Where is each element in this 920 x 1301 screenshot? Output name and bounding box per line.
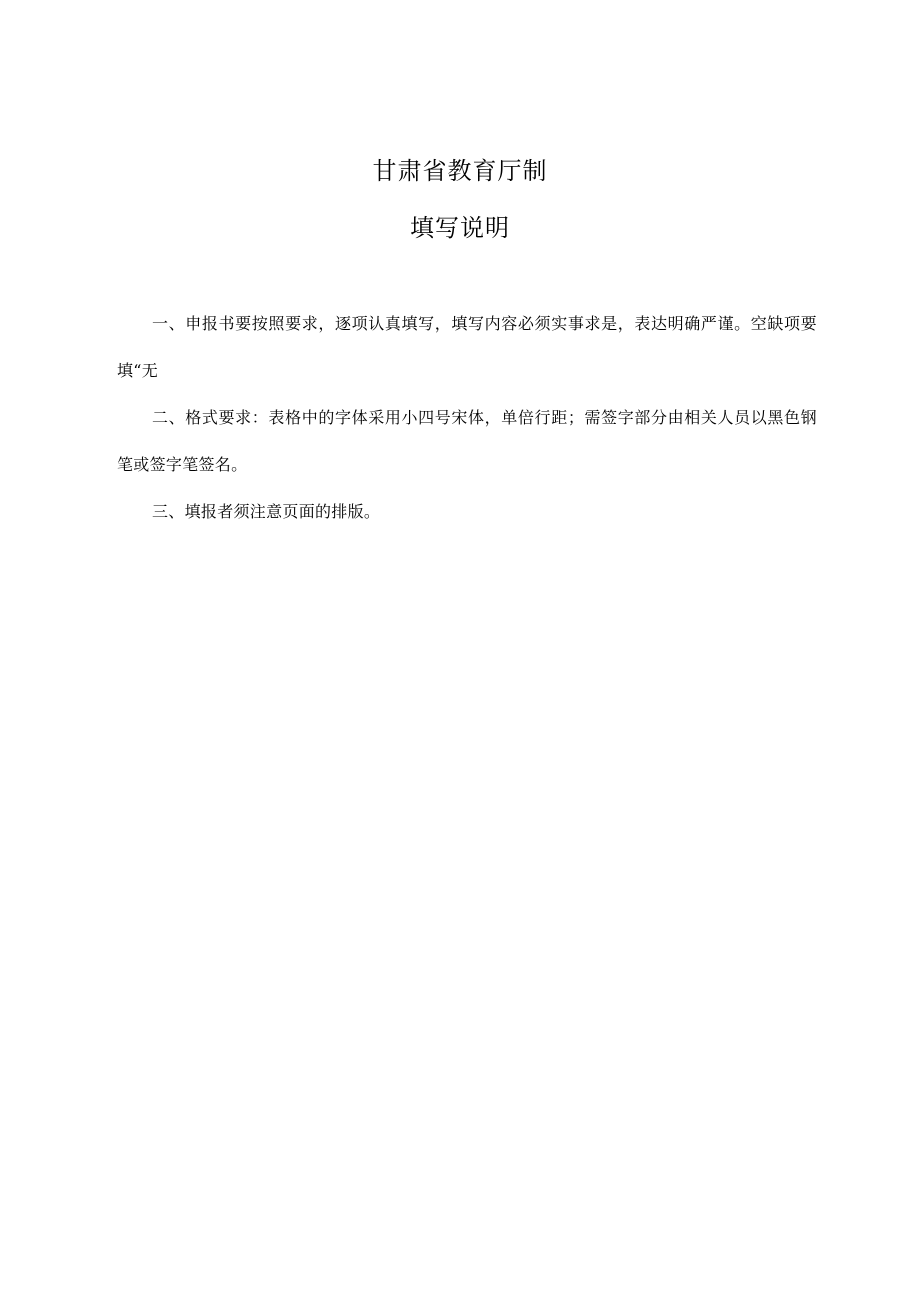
instruction-item-2: 二、格式要求：表格中的字体采用小四号宋体，单倍行距；需签字部分由相关人员以黑色钢笔或签字笔签名。 bbox=[117, 408, 817, 474]
issuer-heading: 甘肃省教育厅制 bbox=[372, 157, 548, 185]
page-title: 填写说明 bbox=[410, 214, 510, 242]
instructions-list bbox=[117, 300, 817, 535]
instruction-item-1: 一、申报书要按照要求，逐项认真填写，填写内容必须实事求是，表达明确严谨。空缺项要填“无 bbox=[117, 314, 817, 380]
instruction-item-3: 三、填报者须注意页面的排版。 bbox=[152, 502, 381, 521]
